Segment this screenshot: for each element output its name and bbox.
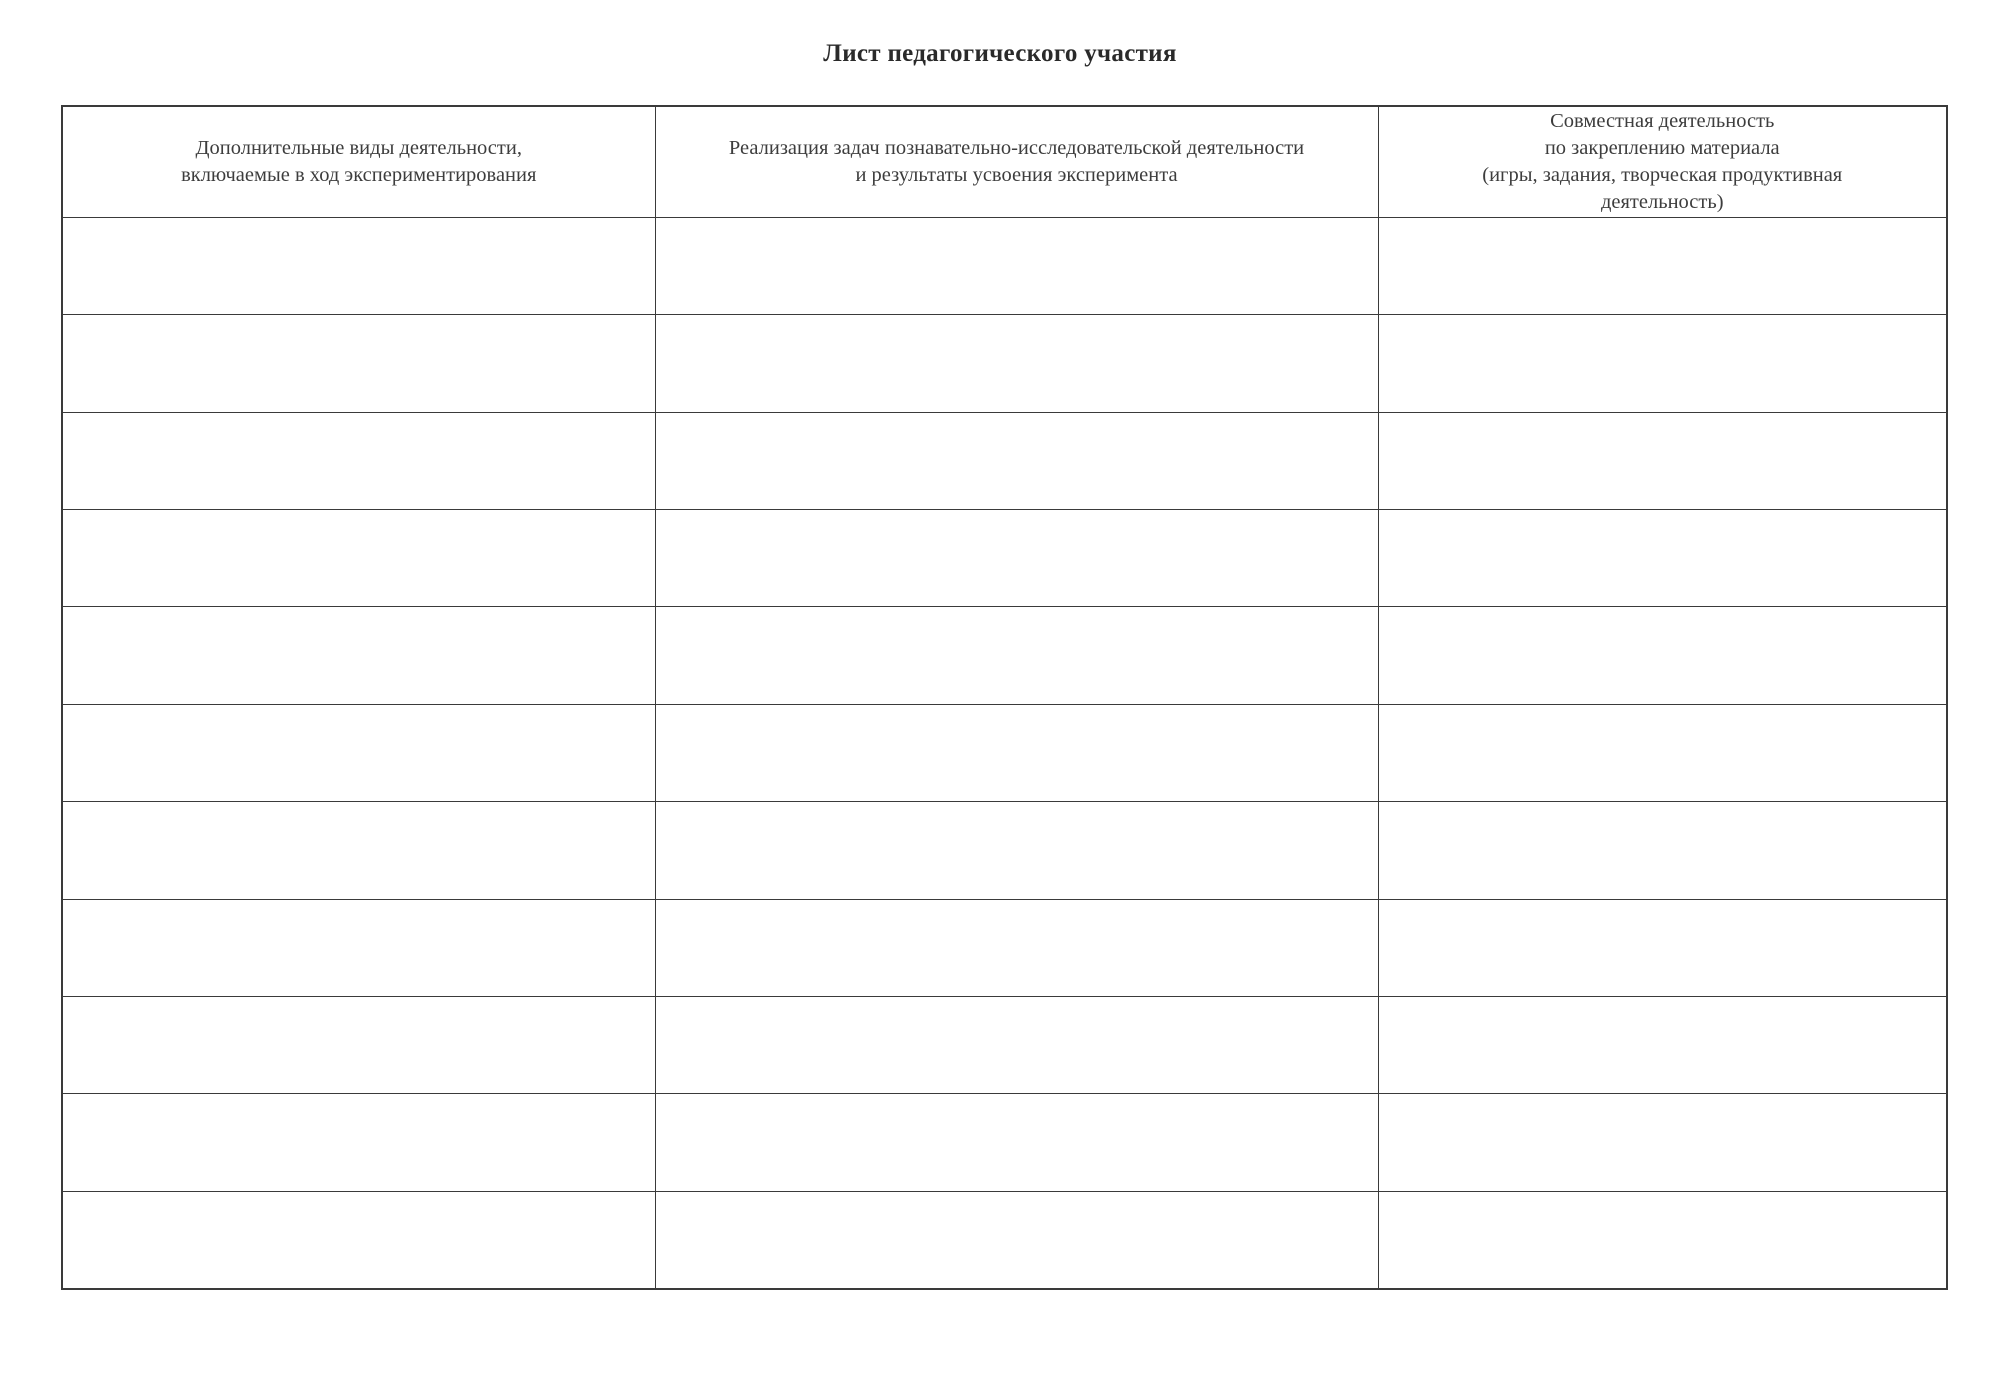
table-cell — [62, 802, 655, 899]
column-header-joint-activities — [1378, 106, 1947, 218]
table-row — [62, 1094, 1947, 1191]
header-line: и результаты усвоения эксперимента — [855, 164, 1178, 186]
table-cell — [1378, 315, 1947, 412]
table-header-row — [62, 106, 1947, 218]
table-row — [62, 412, 1947, 509]
header-line: Совместная деятельность — [1550, 110, 1775, 132]
table-cell — [62, 510, 655, 607]
table-cell — [1378, 802, 1947, 899]
table-body — [62, 218, 1947, 1290]
table-cell — [1378, 510, 1947, 607]
page-title: Лист педагогического участия — [823, 40, 1177, 67]
table-cell — [1378, 996, 1947, 1093]
table-row — [62, 510, 1947, 607]
table-cell — [1378, 1094, 1947, 1191]
table-row — [62, 802, 1947, 899]
table-cell — [1378, 218, 1947, 315]
table-cell — [62, 607, 655, 704]
table-cell — [655, 315, 1378, 412]
table-row — [62, 218, 1947, 315]
table-cell — [1378, 607, 1947, 704]
table-cell — [62, 1094, 655, 1191]
header-line: по закреплению материала — [1544, 137, 1780, 159]
table-cell — [1378, 704, 1947, 801]
header-line: Реализация задач познавательно-исследовательской деятельности — [728, 137, 1305, 159]
column-header-research-tasks — [655, 106, 1378, 218]
table-cell — [1378, 412, 1947, 509]
table-row — [62, 1191, 1947, 1289]
table-cell — [62, 218, 655, 315]
header-line: Дополнительные виды деятельности, — [195, 137, 522, 159]
table-cell — [655, 412, 1378, 509]
column-header-additional-activities — [62, 106, 655, 218]
table-cell — [655, 704, 1378, 801]
table-cell — [655, 802, 1378, 899]
table-row — [62, 704, 1947, 801]
header-line: (игры, задания, творческая продуктивная — [1482, 164, 1843, 186]
table-cell — [655, 218, 1378, 315]
table-cell — [1378, 899, 1947, 996]
header-line: деятельность) — [1600, 191, 1724, 213]
table-cell — [62, 1191, 655, 1289]
table-cell — [655, 899, 1378, 996]
table-cell — [655, 1191, 1378, 1289]
table-cell — [62, 899, 655, 996]
participation-table — [61, 105, 1948, 1290]
table-cell — [62, 412, 655, 509]
table-cell — [62, 996, 655, 1093]
table-cell — [655, 510, 1378, 607]
table-row — [62, 607, 1947, 704]
table-cell — [655, 996, 1378, 1093]
table-cell — [655, 1094, 1378, 1191]
table-row — [62, 899, 1947, 996]
table-cell — [1378, 1191, 1947, 1289]
table-cell — [62, 315, 655, 412]
header-line: включаемые в ход экспериментирования — [181, 164, 537, 186]
table-cell — [62, 704, 655, 801]
table-cell — [655, 607, 1378, 704]
table-row — [62, 315, 1947, 412]
table-row — [62, 996, 1947, 1093]
